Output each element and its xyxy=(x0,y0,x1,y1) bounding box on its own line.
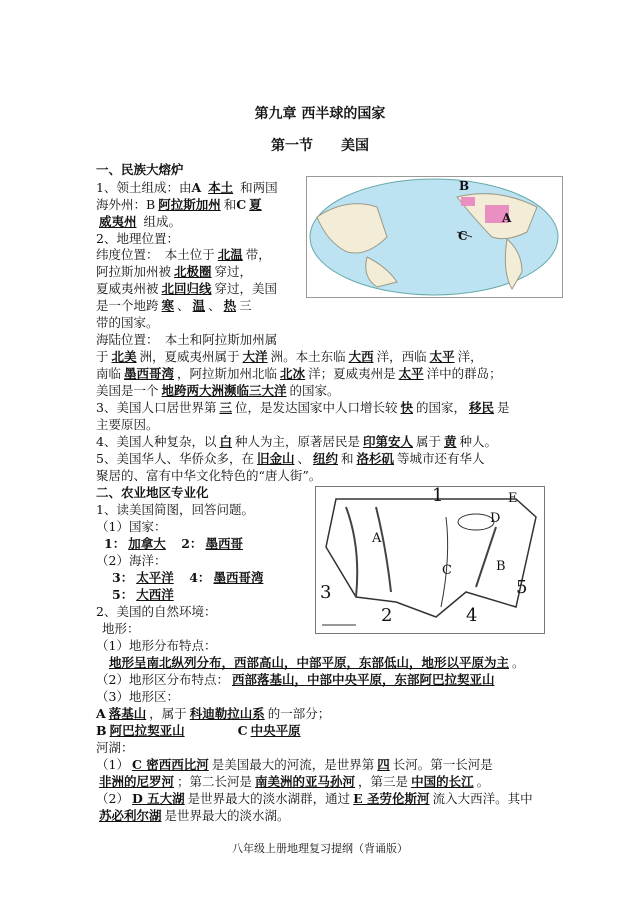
line-19: 1、读美国简图，回答问题。 xyxy=(96,502,254,517)
map2-label-2: 2 xyxy=(381,605,393,626)
map2-label-b: B xyxy=(496,559,506,574)
line-35: 非洲的尼罗河 ；第二长河是 南美洲的亚马孙河 ，第三是 中国的长江 。 xyxy=(99,774,490,789)
line-6: 阿拉斯加州被 北极圈 穿过， xyxy=(96,264,253,279)
line-2: 海外州：B 阿拉斯加州 和C 夏 xyxy=(96,197,262,212)
map1-label-c: C xyxy=(458,229,468,243)
line-26: 地形： xyxy=(102,621,140,636)
line-23: 3： 太平洋 4： 墨西哥湾 xyxy=(112,570,264,585)
footer: 八年级上册地理复习提纲（背诵版） xyxy=(232,842,408,855)
world-map xyxy=(306,176,563,298)
line-28: 地形呈南北纵列分布，西部高山，中部平原，东部低山，地形以平原为主 。 xyxy=(109,655,525,670)
line-10: 海陆位置： 本土和阿拉斯加州属 xyxy=(96,332,278,347)
line-16: 4、美国人种复杂，以 白 种人为主，原著居民是 印第安人 属于 黄 种人。 xyxy=(96,434,498,449)
map2-label-5: 5 xyxy=(516,577,528,598)
line-34: （1） C 密西西比河 是美国最大的河流，是世界第 四 长河。第一长河是 xyxy=(96,757,493,772)
chapter-title: 第九章 西半球的国家 xyxy=(254,106,386,122)
line-5: 纬度位置： 本土位于 北温 带， xyxy=(96,247,271,262)
line-33: 河湖： xyxy=(96,740,134,755)
heading-1: 一、民族大熔炉 xyxy=(96,162,184,177)
line-21: 1： 加拿大 2： 墨西哥 xyxy=(104,536,243,551)
line-30: （3）地形区： xyxy=(96,689,179,704)
map2-label-3: 3 xyxy=(320,582,332,603)
line-14: 3、美国人口居世界第 三 位，是发达国家中人口增长较 快 的国家， 移民 是 xyxy=(96,400,510,415)
map2-label-4: 4 xyxy=(466,605,478,626)
us-map xyxy=(315,486,545,634)
line-4: 2、地理位置： xyxy=(96,231,179,246)
map1-label-b: B xyxy=(459,179,470,193)
line-24: 5： 大西洋 xyxy=(112,587,174,602)
line-12: 南临 墨西哥湾 ，阿拉斯加州北临 北冰 洋；夏威夷州是 太平 洋中的群岛； xyxy=(96,366,502,381)
map2-label-d: D xyxy=(490,511,501,526)
line-25: 2、美国的自然环境： xyxy=(96,604,217,619)
line-8: 是一个地跨 寒 、 温 、 热 三 xyxy=(96,298,252,313)
line-17: 5、美国华人、华侨众多，在 旧金山 、 纽约 和 洛杉矶 等城市还有华人 xyxy=(96,451,485,466)
map2-label-c: C xyxy=(442,563,452,578)
map2-label-1: 1 xyxy=(432,486,444,506)
map2-label-e: E xyxy=(508,491,518,506)
line-13: 美国是一个 地跨两大洲濒临三大洋 的国家。 xyxy=(96,383,340,398)
line-36: （2） D 五大湖 是世界最大的淡水湖群，通过 E 圣劳伦斯河 流入大西洋。其中 xyxy=(96,791,533,806)
line-11: 于 北美 洲，夏威夷州属于 大洋 洲。本土东临 大西 洋，西临 太平 洋， xyxy=(96,349,483,364)
heading-2: 二、农业地区专业化 xyxy=(96,485,209,500)
section-title: 第一节 美国 xyxy=(271,138,369,154)
map1-label-a: A xyxy=(502,211,512,225)
line-1: 1、领土组成：由A 本土 和两国 xyxy=(96,180,278,195)
line-27: （1）地形分布特点： xyxy=(96,638,217,653)
line-31: A 落基山 ，属于 科迪勒拉山系 的一部分； xyxy=(96,706,331,721)
line-7: 夏威夷州被 北回归线 穿过，美国 xyxy=(96,281,278,296)
map2-label-a: A xyxy=(372,531,382,546)
line-22: （2）海洋： xyxy=(96,553,167,568)
line-15: 主要原因。 xyxy=(96,417,159,432)
line-3: 威夷州 组成。 xyxy=(99,214,182,229)
line-37: 苏必利尔湖 是世界最大的淡水湖。 xyxy=(99,808,290,823)
line-9: 带的国家。 xyxy=(96,315,159,330)
line-18: 聚居的、富有中华文化特色的“唐人街”。 xyxy=(96,468,322,483)
line-32: B 阿巴拉契亚山 C 中央平原 xyxy=(96,723,301,738)
line-20: （1）国家： xyxy=(96,519,167,534)
line-29: （2）地形区分布特点： 西部落基山，中部中央平原，东部阿巴拉契亚山 xyxy=(96,672,495,687)
